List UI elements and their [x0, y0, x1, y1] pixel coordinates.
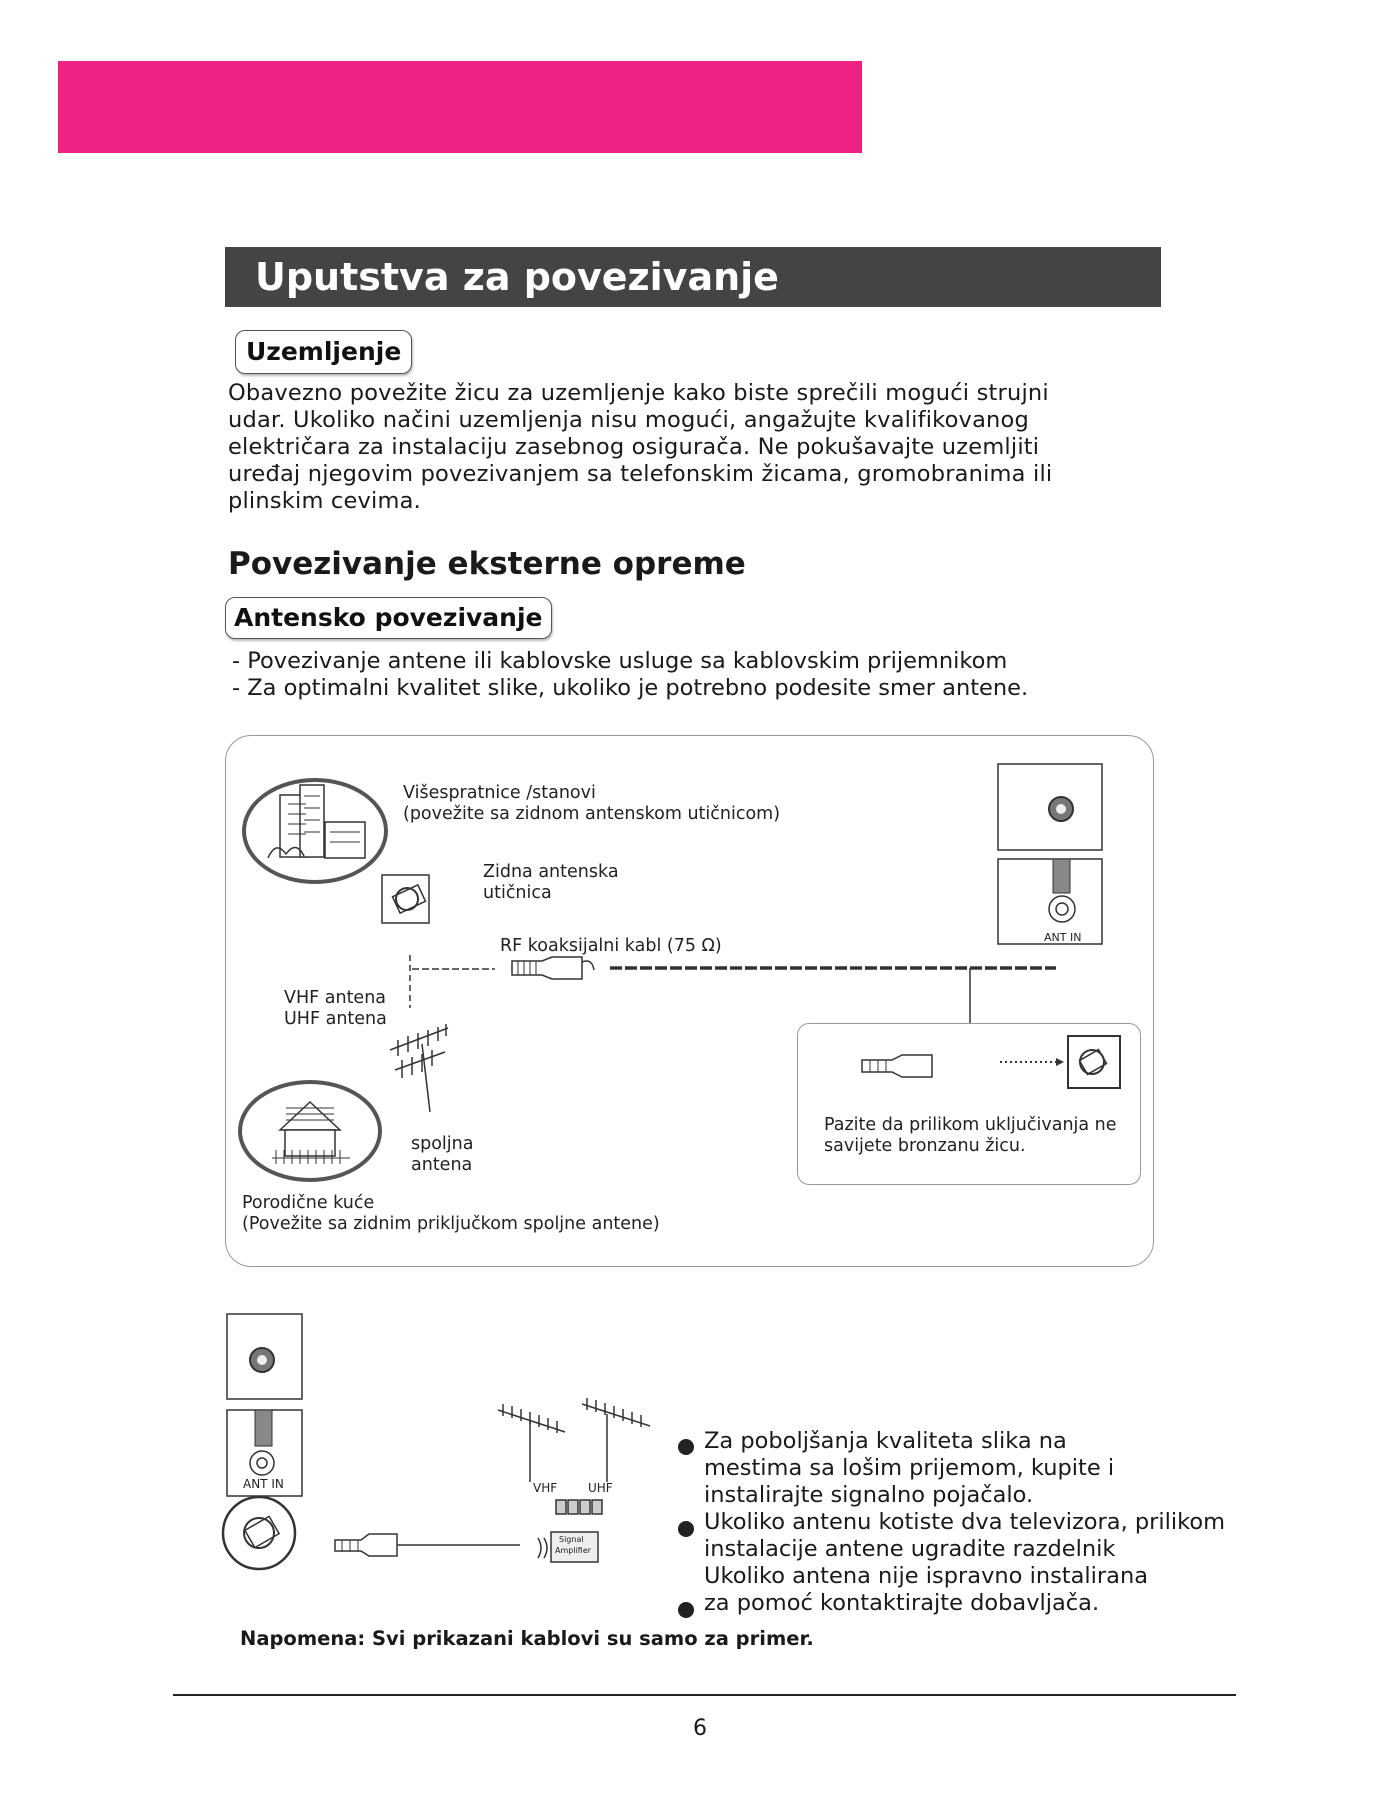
wall-socket-label: Zidna antenska [483, 862, 619, 882]
vhf-antenna-label: VHF antena [284, 988, 387, 1008]
warning-text: Pazite da prilikom uključivanja ne [824, 1115, 1117, 1135]
antenna-label: Antensko povezivanje [225, 597, 552, 639]
houses-subtitle: (Povežite sa zidnim priključkom spoljne antene) [242, 1214, 660, 1234]
vhf-label: VHF [533, 1481, 558, 1495]
grounding-line: plinskim cevima. [228, 488, 421, 514]
tip-line: instalacije antene ugradite razdelnik [704, 1536, 1116, 1562]
uhf-antenna-label: UHF antena [284, 1009, 387, 1029]
apartments-subtitle: (povežite sa zidnom antenskom utičnicom) [403, 804, 781, 824]
amplifier-label: Signal [559, 1535, 584, 1544]
amplifier-label: Amplifier [555, 1546, 592, 1555]
external-heading: Povezivanje eksterne opreme [228, 546, 746, 582]
tip-line: za pomoć kontaktirajte dobavljača. [704, 1590, 1100, 1616]
ant-in-label: ANT IN [243, 1477, 284, 1491]
page-number: 6 [693, 1716, 707, 1741]
rf-cable-label: RF koaksijalni kabl (75 Ω) [500, 936, 722, 956]
tip-line: Ukoliko antena nije ispravno instalirana [704, 1563, 1149, 1589]
bullet-icon [678, 1521, 694, 1537]
section-title: Uputstva za povezivanje [225, 247, 1161, 307]
outdoor-antenna-label: antena [411, 1155, 473, 1175]
warning-text: savijete bronzanu žicu. [824, 1136, 1026, 1156]
grounding-label: Uzemljenje [235, 330, 412, 374]
apartments-title: Višespratnice /stanovi [403, 783, 596, 803]
grounding-line: Obavezno povežite žicu za uzemljenje kako biste sprečili mogući strujni [228, 380, 1049, 406]
antenna-list-item: - Za optimalni kvalitet slike, ukoliko je potrebno podesite smer antene. [232, 675, 1029, 701]
tip-line: instalirajte signalno pojačalo. [704, 1482, 1034, 1508]
grounding-line: udar. Ukoliko načini uzemljenja nisu mogući, angažujte kvalifikovanog [228, 407, 1029, 433]
outdoor-antenna-label: spoljna [411, 1134, 474, 1154]
tip-line: Ukoliko antenu kotiste dva televizora, prilikom [704, 1509, 1226, 1535]
tip-line: mestima sa lošim prijemom, kupite i [704, 1455, 1115, 1481]
houses-title: Porodične kuće [242, 1193, 375, 1213]
bullet-icon [678, 1439, 694, 1455]
tips-text [704, 1428, 1244, 1617]
grounding-line: električara za instalaciju zasebnog osigurača. Ne pokušavajte uzemljiti [228, 434, 1040, 460]
antenna-list-item: - Povezivanje antene ili kablovske usluge sa kablovskim prijemnikom [232, 648, 1008, 674]
tip-line: Za poboljšanja kvaliteta slika na [704, 1428, 1067, 1454]
footer-divider [173, 1694, 1236, 1696]
bullet-icon [678, 1602, 694, 1618]
grounding-line: uređaj njegovim povezivanjem sa telefonskim žicama, gromobranima ili [228, 461, 1053, 487]
wall-socket-label: utičnica [483, 883, 552, 903]
uhf-label: UHF [588, 1481, 613, 1495]
ant-in-label: ANT IN [1044, 931, 1082, 944]
note-text: Napomena: Svi prikazani kablovi su samo za primer. [240, 1627, 814, 1650]
